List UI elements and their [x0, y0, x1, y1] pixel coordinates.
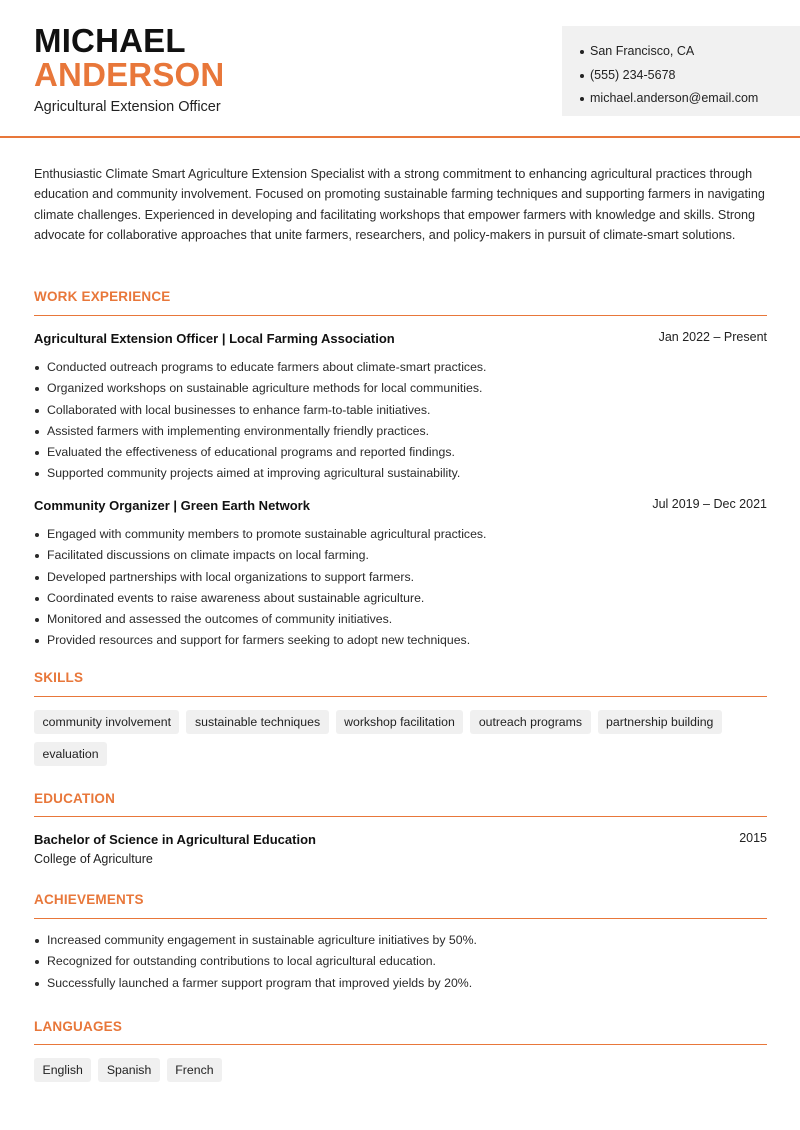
section-title-languages: LANGUAGES — [34, 1019, 123, 1034]
list-item: Conducted outreach programs to educate farmers about climate-smart practices. — [34, 357, 767, 378]
section-title-skills: SKILLS — [34, 670, 84, 685]
profile-summary: Enthusiastic Climate Smart Agriculture Extension Specialist with a strong commitment to enhancing agricultural practices through education and community involvement. Focused on promoting sustainable farming techniques and supporting farmers in navigating climate challenges. Experienced in developing and facilitating workshops that empower farmers with knowledge and skills. Strong advocate for collaborative approaches that unite farmers, researchers, and policy-makers in pursuit of climate-smart solutions. — [34, 167, 765, 243]
section-divider — [34, 315, 767, 316]
skill-tag: evaluation — [34, 742, 107, 766]
job-dates: Jul 2019 – Dec 2021 — [652, 497, 767, 511]
education-header — [34, 831, 767, 851]
achievements-list — [34, 930, 767, 994]
section-divider — [34, 1044, 767, 1045]
education-school: College of Agriculture — [34, 852, 153, 866]
education-entry — [34, 831, 767, 866]
skill-tag: outreach programs — [470, 710, 590, 734]
job-role: Community Organizer | Green Earth Network — [34, 498, 310, 513]
education-year: 2015 — [739, 831, 767, 845]
contact-email[interactable]: michael.anderson@email.com — [580, 87, 800, 111]
section-title-education: EDUCATION — [34, 791, 116, 806]
skill-tag: partnership building — [598, 710, 722, 734]
section-title-achievements: ACHIEVEMENTS — [34, 892, 144, 907]
list-item: Recognized for outstanding contributions to local agricultural education. — [34, 951, 767, 972]
list-item: Provided resources and support for farmers seeking to adopt new techniques. — [34, 630, 767, 651]
job-entry — [34, 330, 767, 485]
skill-tag: community involvement — [34, 710, 179, 734]
section-divider — [34, 918, 767, 919]
list-item: Evaluated the effectiveness of educational programs and reported findings. — [34, 442, 767, 463]
list-item: Engaged with community members to promote sustainable agricultural practices. — [34, 524, 767, 545]
skill-tag: workshop facilitation — [336, 710, 464, 734]
list-item: Assisted farmers with implementing environmentally friendly practices. — [34, 421, 767, 442]
list-item: Successfully launched a farmer support program that improved yields by 20%. — [34, 973, 767, 994]
job-header — [34, 330, 767, 350]
job-bullets — [34, 524, 767, 652]
achievements-block — [34, 923, 767, 994]
job-role: Agricultural Extension Officer | Local Farming Association — [34, 331, 395, 346]
list-item: Coordinated events to raise awareness about sustainable agriculture. — [34, 588, 767, 609]
job-entry — [34, 497, 767, 652]
resume-header — [0, 0, 800, 138]
last-name: ANDERSON — [34, 56, 225, 93]
job-title: Agricultural Extension Officer — [34, 99, 221, 115]
section-title-work: WORK EXPERIENCE — [34, 289, 171, 304]
contact-location: San Francisco, CA — [580, 40, 800, 64]
first-name: MICHAEL — [34, 22, 186, 59]
section-divider — [34, 816, 767, 817]
list-item: Monitored and assessed the outcomes of community initiatives. — [34, 609, 767, 630]
list-item: Increased community engagement in sustainable agriculture initiatives by 50%. — [34, 930, 767, 951]
language-tag: Spanish — [98, 1058, 159, 1082]
list-item: Collaborated with local businesses to enhance farm-to-table initiatives. — [34, 400, 767, 421]
section-divider — [34, 696, 767, 697]
skills-list — [34, 710, 767, 774]
skill-tag: sustainable techniques — [186, 710, 328, 734]
education-degree: Bachelor of Science in Agricultural Education — [34, 832, 316, 847]
list-item: Developed partnerships with local organizations to support farmers. — [34, 567, 767, 588]
languages-list — [34, 1058, 767, 1090]
language-tag: French — [167, 1058, 222, 1082]
list-item: Supported community projects aimed at improving agricultural sustainability. — [34, 463, 767, 484]
job-header — [34, 497, 767, 517]
language-tag: English — [34, 1058, 91, 1082]
job-bullets — [34, 357, 767, 485]
list-item: Organized workshops on sustainable agriculture methods for local communities. — [34, 378, 767, 399]
contact-box — [562, 26, 800, 116]
candidate-name — [34, 24, 224, 92]
list-item: Facilitated discussions on climate impacts on local farming. — [34, 545, 767, 566]
job-dates: Jan 2022 – Present — [658, 330, 767, 344]
contact-phone: (555) 234-5678 — [580, 64, 800, 88]
